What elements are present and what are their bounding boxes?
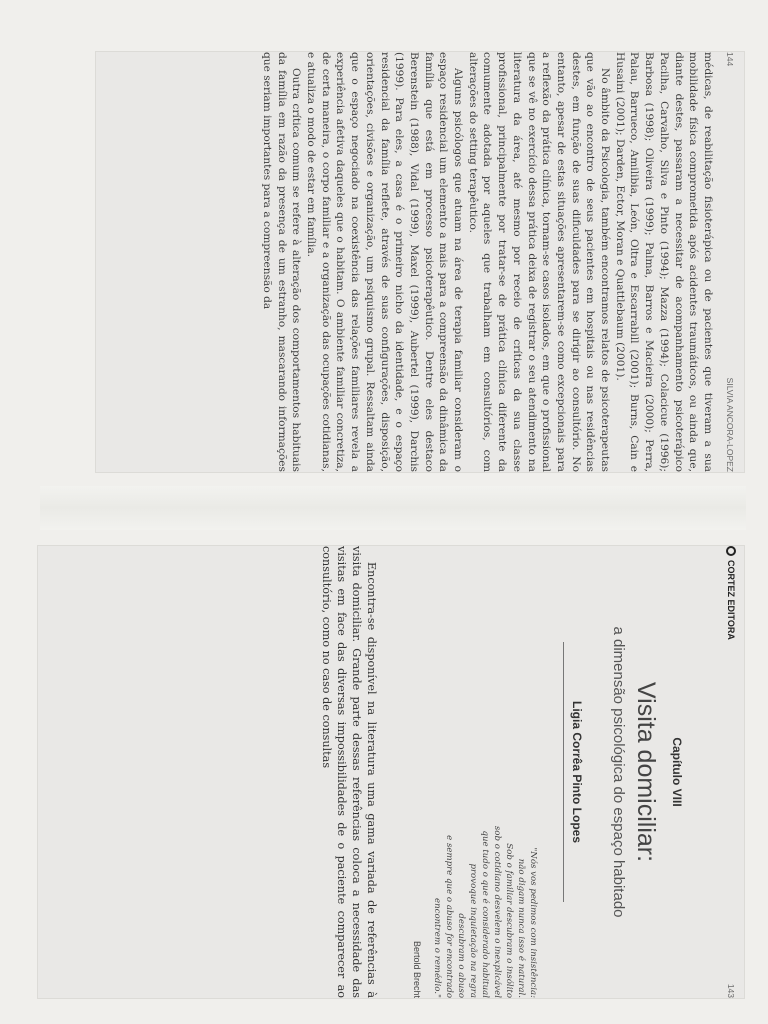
- chapter-body-text: Encontra-se disponível na literatura uma gama variada de referências à visita domiciliar. Grande parte dessas referências coloca a necessidade das visitas em face das diversas impossibilidades de o paciente comparecer ao consultório, como no caso de consultas: [320, 546, 378, 998]
- epigraph-line: não digam nunca isso é natural.: [516, 858, 526, 998]
- paragraph: No âmbito da Psicologia, também encontramos relatos de psicoterapeutas que vão ao encontro de seus pacientes em hospitais ou nas residências destes, em função de suas dificuldades para se dirigir ao consultório. No entanto, apesar de estas situações apresentarem-se como excepcionais para a reflexão da prática clínica, tornam-se casos isolados, em que o profissional que se vê no exercício dessa prática deixa de registrar o seu atendimento na literatura da área, até mesmo por receio de críticas da sua classe profissional, principalmente por tratar-se de prática clínica diferente da comumente adotada por aqueles que trabalham em consultórios, com alterações do setting terapêutico.: [466, 52, 612, 472]
- page-number: 144: [725, 52, 735, 67]
- epigraph-line: Sob o familiar descubram o insólito: [504, 843, 514, 998]
- chapter-author: Ligia Corrêa Pinto Lopes: [570, 700, 584, 844]
- epigraph-line: que tudo o que é considerado habitual: [480, 830, 490, 998]
- left-page-content: [46, 546, 736, 998]
- paragraph: Outra crítica comum se refere à alteração dos comportamentos habituais da família em razão da presença de um estranho, mascarando informações que seriam importantes para a compreensão da: [260, 52, 303, 472]
- book-gutter: [40, 486, 746, 530]
- right-page: [96, 52, 744, 472]
- epigraph-line: sob o cotidiano desvelem o inexplicável: [492, 825, 502, 998]
- running-head: [725, 52, 735, 472]
- divider: [563, 642, 564, 902]
- page-number: 143: [726, 983, 736, 998]
- epigraph-author: Bertold Brecht: [412, 940, 422, 998]
- epigraph-line: provoque inquietação na regra: [468, 863, 478, 998]
- epigraph-line: descubram o abuso: [456, 913, 466, 998]
- epigraph: [411, 758, 539, 998]
- epigraph-line: "Nós vos pedimos com insistência:: [528, 847, 538, 998]
- publisher-logo: [726, 546, 736, 640]
- page-header: [726, 546, 736, 998]
- left-page: [38, 546, 744, 998]
- publisher-logo-text: CORTEZ EDITORA: [726, 560, 736, 640]
- paragraph: médicas, de reabilitação fisioterápica ou de pacientes que tiveram a sua mobilidade física comprometida após acidentes traumáticos, ou ainda que, diante destes, passaram a necessitar de acompanhamento psicoterápico Pacilha, Carvalho, Silva e Pinto (1994); Mazza (1994); Colacicue (1996); Barbosa (1998); Oliveira (1999); Palma, Barros e Macieira (2000); Perra, Palau, Barrueco, Amilibia, León, Oltra e Escarrabill (2001); Burns, Cain e Husaini (2001); Darden, Ector, Moran e Quattlebaum (2001).: [613, 52, 714, 472]
- epigraph-line: encontrem o remédio.": [432, 898, 442, 998]
- chapter-title: Visita domiciliar:: [632, 681, 660, 863]
- epigraph-line: e sempre que o abuso for encontrado: [444, 835, 454, 998]
- chapter-heading: [563, 546, 684, 998]
- chapter-label: Capítulo VIII: [670, 737, 684, 807]
- publisher-logo-icon: [726, 546, 736, 556]
- running-head-author: SILVIA ANCORA-LOPEZ: [725, 377, 735, 472]
- paragraph: Alguns psicólogos que atuam na área de terapia familiar consideram o espaço residencial um elemento a mais para a compreensão da dinâmica da família que está em processo psicoterapêutico. Dentre eles destaco Berenstein (1988), Vidal (1999), Maxel (1999), Aubertel (1999), Darchis (1999). Para eles, a casa é o primeiro nicho da identidade, e o espaço residencial da família reflete, através de suas configurações, disposição, orientações, civisões e organização, um psiquismo grupal. Ressaltam ainda que o espaço negociado na coexistência das relações familiares revela a experiência afetiva daqueles que o habitam. O ambiente familiar concretiza, de certa maneira, o corpo familiar e a organização das ocupações cotidianas, e atualiza o modo de estar em família.: [305, 52, 465, 472]
- chapter-subtitle: a dimensão psicológica do espaço habitado: [610, 626, 627, 918]
- right-page-content: [105, 52, 735, 472]
